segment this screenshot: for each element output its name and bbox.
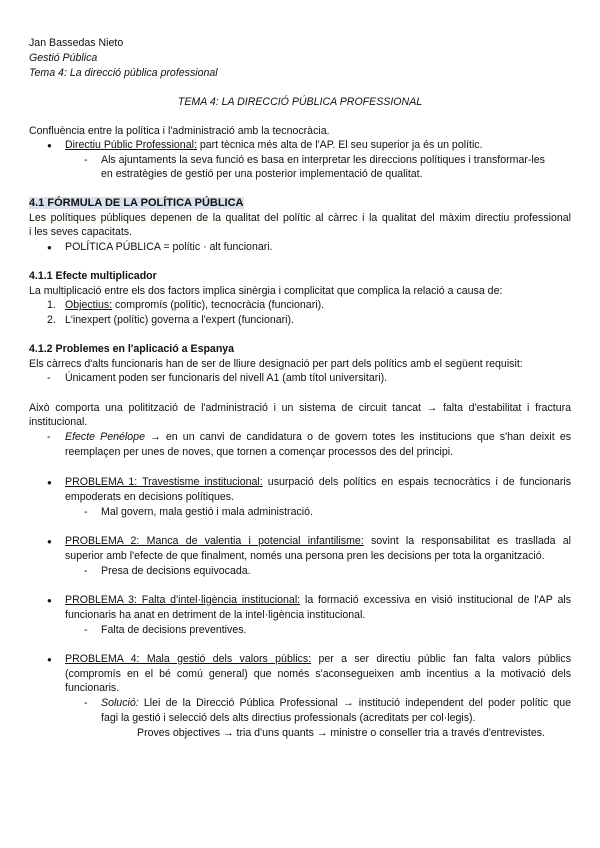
politicization-line1: Això comporta una politització de l'administració i un sistema de circuit tancat → falta d'estabilitat i fractura xyxy=(29,402,571,414)
solution-line2: fagi la gestió i selecció dels alts directius professionals (acreditats per col·legis). xyxy=(101,712,476,724)
bullet-icon: ● xyxy=(47,141,52,150)
dash-icon: - xyxy=(84,565,88,577)
problem-2-text: sovint la responsabilitat es trasllada al xyxy=(363,535,571,547)
section-4-1-heading xyxy=(29,196,244,210)
author-name: Jan Bassedas Nieto xyxy=(29,37,124,49)
list-number: 2. xyxy=(47,314,56,326)
list-item-1-label: Objectius: xyxy=(65,299,113,311)
problem-3-line1 xyxy=(65,593,571,607)
penelope-label: Efecte Penélope xyxy=(65,431,145,443)
problem-3-label: PROBLEMA 3: Falta d'intel·ligència institucional: xyxy=(65,594,301,606)
section-4-1-1-heading: 4.1.1 Efecte multiplicador xyxy=(29,270,157,282)
bullet-icon: ● xyxy=(47,655,52,664)
dash-icon: - xyxy=(84,624,88,636)
dash-icon: - xyxy=(84,697,88,709)
section-4-1-1-text: La multiplicació entre els dos factors implica sinèrgia i complicitat que complica la relació a causa de: xyxy=(29,285,503,297)
subject-name: Gestió Pública xyxy=(29,52,98,64)
topic-name: Tema 4: La direcció pública professional xyxy=(29,67,218,79)
penelope-text: → en un canvi de candidatura o de govern totes les institucions que s'han deixit es xyxy=(144,431,572,443)
bullet-icon: ● xyxy=(47,478,52,487)
dash-icon: - xyxy=(84,154,88,166)
problem-4-label: PROBLEMA 4: Mala gestió dels valors públics: xyxy=(65,653,312,665)
problem-3-line2: funcionaris ha anat en detriment de la intel·ligència institucional. xyxy=(65,609,366,621)
section-4-1-line1: Les polítiques públiques depenen de la qualitat del polític al càrrec i la qualitat del màxim directiu professional xyxy=(29,212,571,224)
problem-2-line2: superior amb l'efecte de que finalment, només una persona pren les decisions per tota la organització. xyxy=(65,550,545,562)
intro-sub-line2: en estratègies de gestió per una posterior implementació de qualitat. xyxy=(101,168,423,180)
politicization-line2: institucional. xyxy=(29,416,88,428)
section-4-1-2-dash1: Únicament poden ser funcionaris del nivell A1 (amb títol universitari). xyxy=(65,372,388,384)
intro-sub-line1: Als ajuntaments la seva funció es basa en interpretar les direccions polítiques i transformar-les xyxy=(101,154,545,166)
problem-3-text: la formació excessiva en visió institucional de l'AP als xyxy=(300,594,572,606)
list-number: 1. xyxy=(47,299,56,311)
problem-2-label: PROBLEMA 2: Manca de valentia i potencial infantilisme: xyxy=(65,535,364,547)
section-4-1-line2: i les seves capacitats. xyxy=(29,226,133,238)
solution-line3: Proves objectives → tria d'uns quants → ministre o conseller tria a través d'entrevistes. xyxy=(137,727,545,739)
penelope-line1 xyxy=(65,430,571,444)
list-item-1-text: compromís (polític), tecnocràcia (funcionari). xyxy=(112,299,325,311)
problem-4-text: per a ser directiu públic fan falta valors públics xyxy=(311,653,572,665)
problem-4-line1 xyxy=(65,652,571,666)
solution-label: Solució: xyxy=(101,697,139,709)
problem-3-sub: Falta de decisions preventives. xyxy=(101,624,247,636)
page-title: TEMA 4: LA DIRECCIÓ PÚBLICA PROFESSIONAL xyxy=(177,96,423,108)
problem-1-sub: Mal govern, mala gestió i mala administració. xyxy=(101,506,313,518)
problem-1-line2: empoderats en decisions polítiques. xyxy=(65,491,235,503)
intro-text: Confluència entre la política i l'administració amb la tecnocràcia. xyxy=(29,125,330,137)
problem-1-label: PROBLEMA 1: Travestisme institucional: xyxy=(65,476,263,488)
bullet-icon: ● xyxy=(47,537,52,546)
dash-icon: - xyxy=(47,372,51,384)
problem-1-line1 xyxy=(65,475,571,489)
section-4-1-bullet: POLÍTICA PÚBLICA = polític · alt funcionari. xyxy=(65,241,273,253)
problem-4-line3: funcionaris. xyxy=(65,682,120,694)
problem-2-line1 xyxy=(65,534,571,548)
list-item-1 xyxy=(65,298,324,312)
solution-line1 xyxy=(101,696,571,710)
section-4-1-2-text: Els càrrecs d'alts funcionaris han de ser de lliure designació per part dels polítics amb el següent requisit: xyxy=(29,358,523,370)
bullet-icon: ● xyxy=(47,596,52,605)
dash-icon: - xyxy=(47,431,51,443)
list-item-2: L'inexpert (polític) governa a l'expert (funcionari). xyxy=(65,314,294,326)
intro-bullet xyxy=(65,138,483,152)
problem-2-sub: Presa de decisions equivocada. xyxy=(101,565,251,577)
penelope-line2: reemplaçen per unes de noves, que tornen a començar processos des del principi. xyxy=(65,446,454,458)
problem-1-text: usurpació dels polítics en espais tecnocràtics i de funcionaris xyxy=(262,476,571,488)
section-4-1-heading-text: 4.1 FÓRMULA DE LA POLÍTICA PÚBLICA xyxy=(29,197,244,209)
intro-bullet-text: part tècnica més alta de l'AP. El seu superior ja és un polític. xyxy=(196,139,483,151)
bullet-icon: ● xyxy=(47,243,52,252)
section-4-1-2-heading: 4.1.2 Problemes en l'aplicació a Espanya xyxy=(29,343,235,355)
problem-4-line2: (compromís en el bé comú general) que només s'aconsegueixen amb incentius a la motivació dels xyxy=(65,668,571,680)
dash-icon: - xyxy=(84,506,88,518)
intro-bullet-label: Directiu Públic Professional: xyxy=(65,139,197,151)
solution-text: Llei de la Direcció Pública Professional → institució independent del poder polític que xyxy=(138,697,571,709)
